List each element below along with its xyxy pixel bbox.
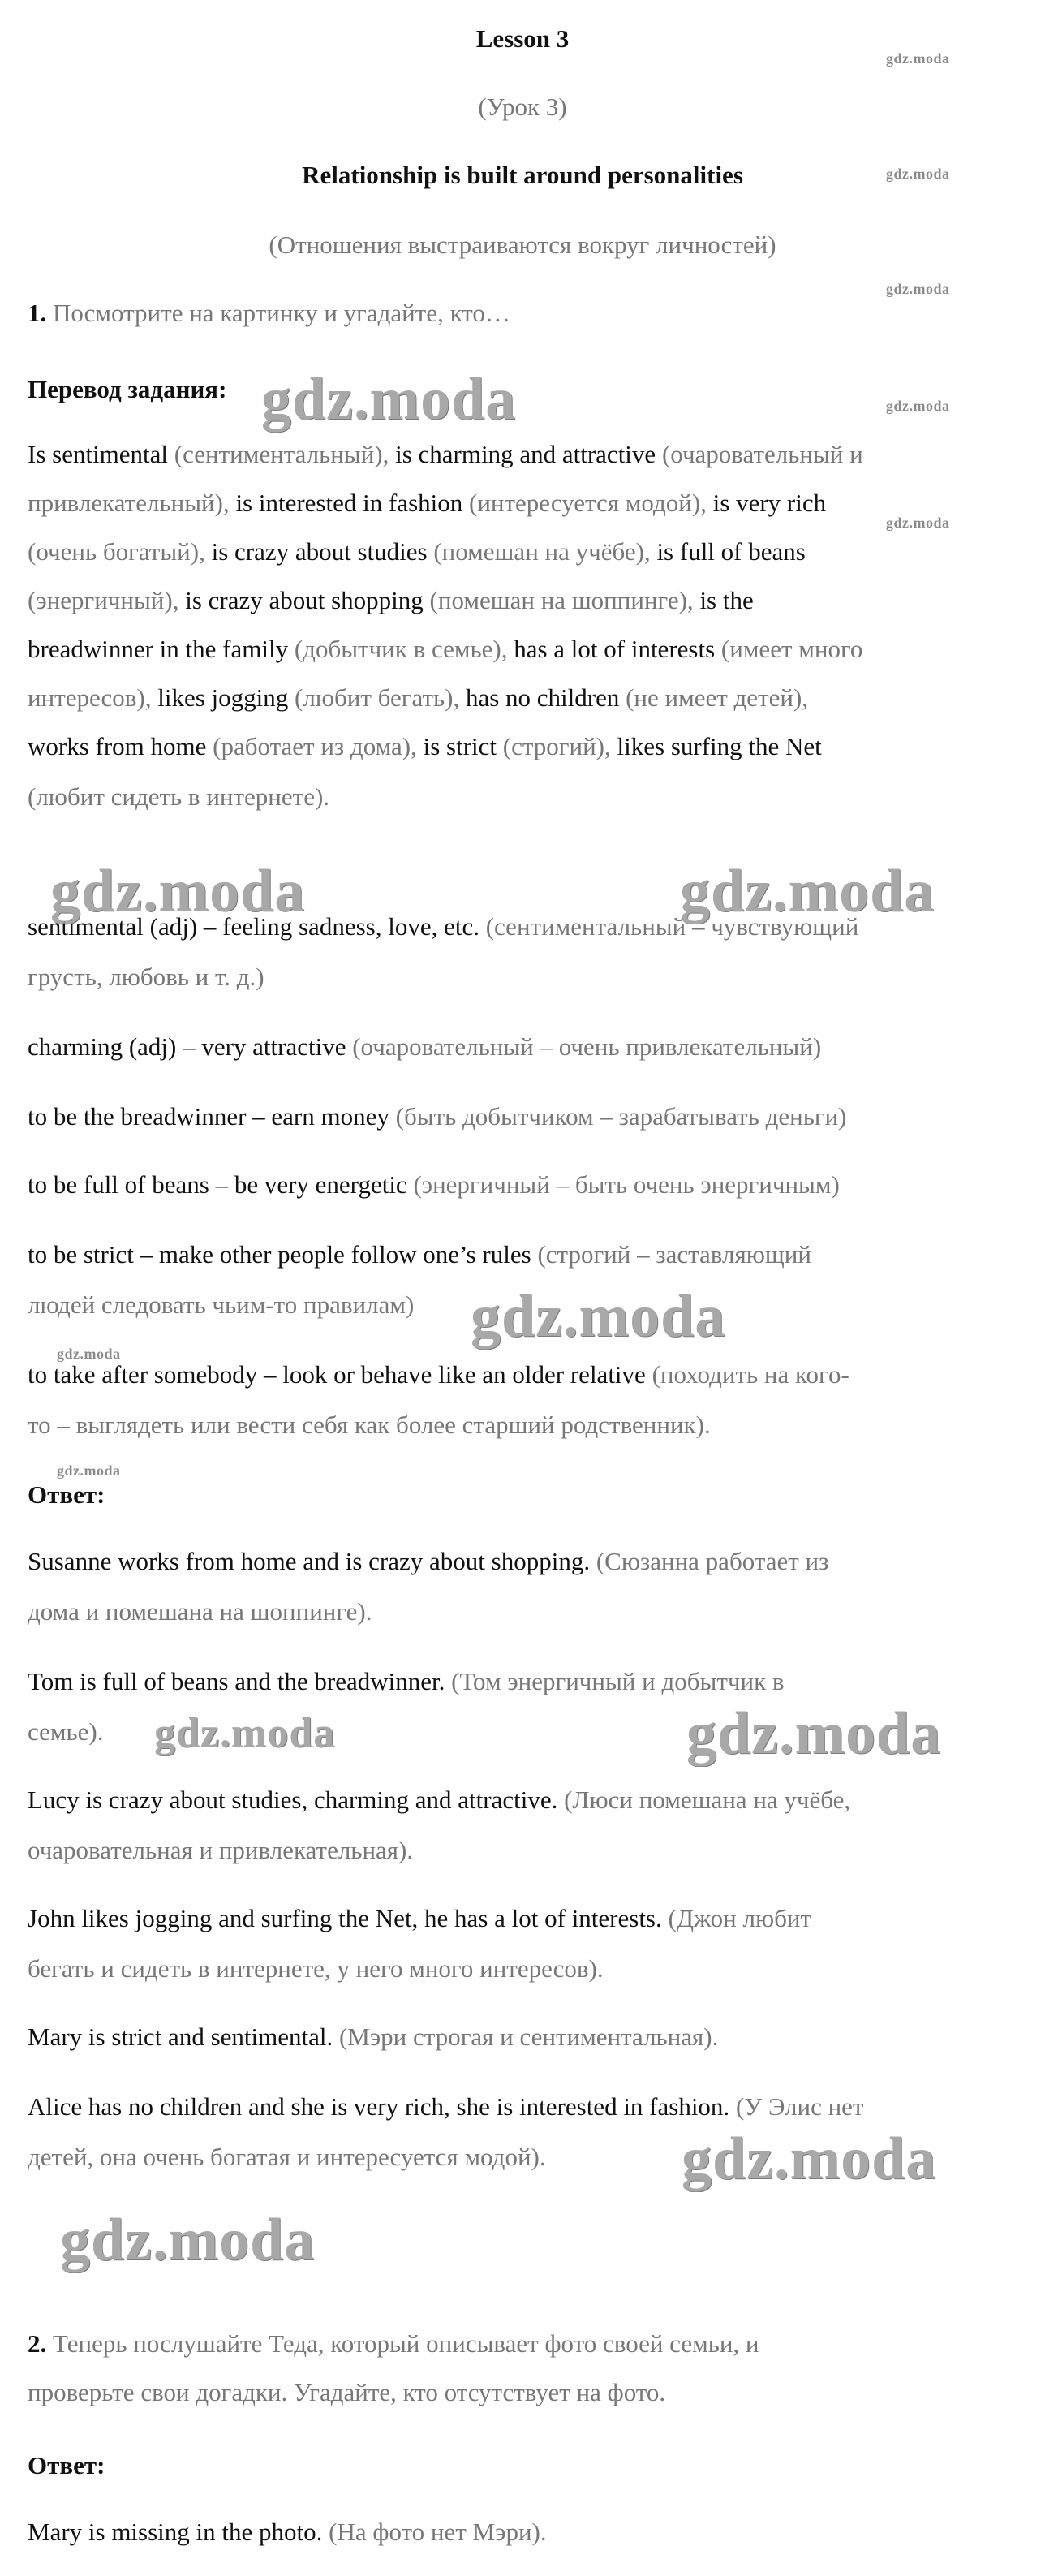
russian-text: привлекательный), bbox=[28, 489, 236, 517]
task2-instruction-line-2: проверьте свои догадки. Угадайте, кто отсутствует на фото. bbox=[28, 2378, 666, 2406]
russian-text: (любит сидеть в интернете). bbox=[28, 782, 330, 811]
text-line bbox=[28, 682, 1017, 714]
english-text: is charming and attractive bbox=[395, 440, 662, 468]
russian-text: (строгий – заставляющий bbox=[537, 1240, 811, 1269]
task1-number: 1. bbox=[28, 299, 47, 327]
english-text: is the bbox=[699, 586, 754, 614]
english-text: Mary is strict and sentimental. bbox=[28, 2022, 339, 2051]
russian-text: (быть добытчиком – зарабатывать деньги) bbox=[395, 1102, 847, 1131]
watermark-large: gdz.moda bbox=[471, 1283, 726, 1350]
task1-instruction bbox=[28, 297, 1017, 330]
watermark-large: gdz.moda bbox=[686, 1700, 942, 1767]
text-line bbox=[28, 1169, 1017, 1201]
text-line bbox=[28, 1784, 1017, 1816]
russian-text: (сентиментальный), bbox=[174, 440, 396, 468]
topic-title-ru: (Отношения выстраиваются вокруг личностей) bbox=[269, 230, 776, 259]
lesson-title: Lesson 3 bbox=[475, 24, 570, 53]
english-text: is full of beans bbox=[656, 537, 806, 566]
english-text: likes surfing the Net bbox=[617, 732, 822, 760]
russian-text: (Мэри строгая и сентиментальная). bbox=[338, 2022, 719, 2051]
english-text: Lucy is crazy about studies, charming and attractive. bbox=[28, 1786, 565, 1814]
text-line bbox=[28, 1545, 1017, 1578]
watermark-small: gdz.moda bbox=[886, 515, 950, 531]
english-text: Is sentimental bbox=[28, 440, 174, 468]
russian-text: (интересуется модой), bbox=[469, 489, 713, 517]
watermark-large: gdz.moda bbox=[680, 858, 935, 924]
russian-text: детей, она очень богатая и интересуется модой). bbox=[28, 2143, 546, 2171]
russian-text: (любит бегать), bbox=[295, 683, 466, 712]
russian-text: (добытчик в семье), bbox=[294, 635, 514, 663]
text-line bbox=[28, 1953, 1017, 1985]
english-text: charming (adj) – very attractive bbox=[28, 1032, 353, 1061]
english-text: to be full of beans – be very energetic bbox=[28, 1170, 414, 1199]
watermark-small: gdz.moda bbox=[57, 1346, 121, 1362]
text-line bbox=[28, 961, 1017, 993]
lesson-title-ru: (Урок 3) bbox=[478, 93, 567, 121]
text-line bbox=[28, 1031, 1017, 1063]
english-text: to be strict – make other people follow one’s rules bbox=[28, 1240, 538, 1269]
russian-text: (строгий), bbox=[502, 732, 617, 760]
russian-text: (Люси помешана на учёбе, bbox=[564, 1786, 851, 1814]
text-line bbox=[28, 536, 1017, 568]
watermark-large: gdz.moda bbox=[682, 2126, 937, 2192]
russian-text: (имеет много bbox=[720, 635, 863, 663]
english-text: likes jogging bbox=[157, 683, 295, 712]
english-text: is strict bbox=[423, 732, 503, 760]
text-line bbox=[28, 1834, 1017, 1867]
text-line bbox=[28, 1665, 1017, 1698]
russian-text: (помешан на шоппинге), bbox=[429, 586, 700, 614]
watermark-small: gdz.moda bbox=[886, 50, 950, 67]
russian-text: (энергичный – быть очень энергичным) bbox=[413, 1170, 840, 1199]
russian-text: (очаровательный – очень привлекательный) bbox=[352, 1032, 822, 1061]
text-line bbox=[28, 1596, 1017, 1628]
russian-text: семье). bbox=[28, 1717, 104, 1746]
russian-text: (помешан на учёбе), bbox=[433, 537, 657, 566]
english-text: is interested in fashion bbox=[235, 489, 469, 517]
watermark-large: gdz.moda bbox=[154, 1710, 336, 1756]
english-text: Alice has no children and she is very rich, she is interested in fashion. bbox=[28, 2092, 736, 2121]
russian-text: (энергичный), bbox=[28, 586, 186, 614]
text-line bbox=[28, 438, 1017, 471]
text-line bbox=[28, 1238, 1017, 1271]
task1-instruction-text: Посмотрите на картинку и угадайте, кто… bbox=[53, 299, 510, 327]
russian-text: (очаровательный и bbox=[661, 440, 863, 468]
task2-number: 2. bbox=[28, 2329, 47, 2358]
task2-instruction-line-1 bbox=[28, 2328, 1017, 2360]
english-text: is crazy about studies bbox=[211, 537, 434, 566]
russian-text: грусть, любовь и т. д.) bbox=[28, 963, 264, 991]
text-line bbox=[28, 1409, 1017, 1441]
english-text: to be the breadwinner – earn money bbox=[28, 1102, 396, 1131]
text-line bbox=[28, 1359, 1017, 1391]
answer2-heading: Ответ: bbox=[28, 2451, 105, 2479]
answer1-heading: Ответ: bbox=[28, 1480, 105, 1509]
text-line bbox=[28, 1101, 1017, 1133]
russian-text: (Сюзанна работает из bbox=[596, 1547, 829, 1575]
russian-text: очаровательная и привлекательная). bbox=[28, 1836, 414, 1864]
russian-text: (Том энергичный и добытчик в bbox=[451, 1667, 785, 1695]
text-line bbox=[28, 2091, 1017, 2123]
text-line bbox=[28, 2021, 1017, 2053]
russian-text: (У Элис нет bbox=[735, 2092, 864, 2121]
watermark-small: gdz.moda bbox=[57, 1462, 121, 1479]
english-text: sentimental (adj) – feeling sadness, love, etc. bbox=[28, 912, 486, 941]
watermark-large: gdz.moda bbox=[261, 366, 517, 433]
english-text: Mary is missing in the photo. bbox=[28, 2518, 329, 2546]
russian-text: (работает из дома), bbox=[213, 732, 424, 760]
english-text: has a lot of interests bbox=[514, 635, 721, 663]
russian-text: людей следовать чьим-то правилам) bbox=[28, 1290, 415, 1319]
text-line bbox=[28, 584, 1017, 617]
text-line bbox=[28, 633, 1017, 666]
english-text: Tom is full of beans and the breadwinner. bbox=[28, 1667, 452, 1695]
russian-text: дома и помешана на шоппинге). bbox=[28, 1597, 372, 1626]
russian-text: (не имеет детей), bbox=[626, 683, 809, 712]
text-line bbox=[28, 781, 1017, 813]
text-line bbox=[28, 2516, 1017, 2548]
english-text: Susanne works from home and is crazy about shopping. bbox=[28, 1547, 596, 1575]
watermark-small: gdz.moda bbox=[886, 398, 950, 414]
russian-text: то – выглядеть или вести себя как более старший родственник). bbox=[28, 1411, 711, 1439]
english-text: breadwinner in the family bbox=[28, 635, 295, 663]
watermark-large: gdz.moda bbox=[50, 858, 306, 924]
russian-text: интересов), bbox=[28, 683, 158, 712]
topic-title: Relationship is built around personalities bbox=[302, 161, 743, 189]
english-text: works from home bbox=[28, 732, 213, 760]
russian-text: (сентиментальный – чувствующий bbox=[485, 912, 859, 941]
translation-heading: Перевод задания: bbox=[28, 375, 227, 403]
english-text: has no children bbox=[465, 683, 626, 712]
text-line bbox=[28, 730, 1017, 763]
text-line bbox=[28, 1902, 1017, 1935]
russian-text: (очень богатый), bbox=[28, 537, 212, 566]
watermark-large: gdz.moda bbox=[60, 2207, 316, 2273]
russian-text: (На фото нет Мэри). bbox=[329, 2518, 547, 2546]
task2-instruction-text-1: Теперь послушайте Теда, который описывает фото своей семьи, и bbox=[53, 2329, 759, 2358]
english-text: is crazy about shopping bbox=[185, 586, 430, 614]
russian-text: (Джон любит bbox=[668, 1904, 812, 1932]
russian-text: бегать и сидеть в интернете, у него много интересов). bbox=[28, 1954, 604, 1983]
english-text: John likes jogging and surfing the Net, he has a lot of interests. bbox=[28, 1904, 669, 1932]
watermark-small: gdz.moda bbox=[886, 281, 950, 297]
russian-text: (походить на кого- bbox=[652, 1360, 849, 1389]
english-text: is very rich bbox=[712, 489, 827, 517]
watermark-small: gdz.moda bbox=[886, 166, 950, 182]
text-line bbox=[28, 487, 1017, 519]
english-text: to take after somebody – look or behave like an older relative bbox=[28, 1360, 652, 1389]
